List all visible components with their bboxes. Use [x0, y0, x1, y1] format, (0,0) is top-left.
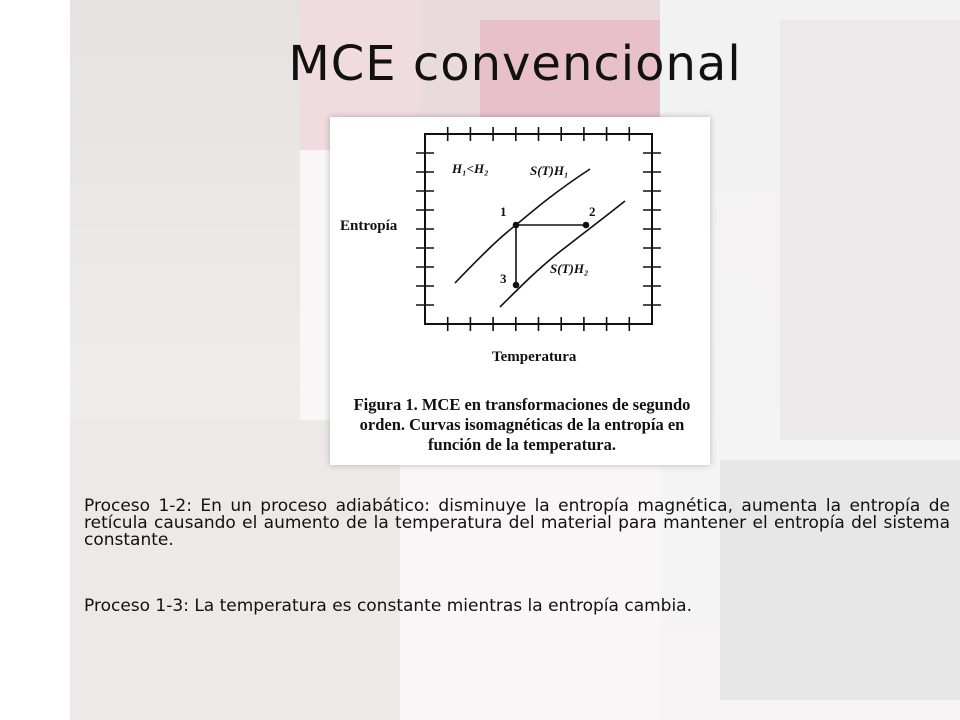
- curve-s-h1-label: S(T)H₁: [530, 163, 569, 178]
- caption-text: MCE en transformaciones de segundo orden. Curvas isomagnéticas de la entropía en función de la temperatura.: [359, 395, 691, 454]
- point-3-label: 3: [500, 271, 507, 286]
- process-1-2-description: Proceso 1-2: En un proceso adiabático: disminuye la entropía magnética, aumenta la entropía de retícula causando el aumento de la temperatura del material para mantener el entropía del sistema constante.: [84, 496, 950, 550]
- curve-s-h2-label: S(T)H₂: [550, 261, 589, 276]
- figure-caption: [342, 395, 702, 455]
- field-relation-label: H₁<H₂: [452, 161, 489, 176]
- point-3-marker: [513, 282, 520, 289]
- slide-title: MCE convencional: [288, 36, 742, 92]
- figure-panel: [330, 117, 710, 465]
- point-2-label: 2: [589, 204, 596, 219]
- curve-s-h2: [500, 201, 625, 307]
- point-1-marker: [513, 222, 520, 229]
- caption-label: Figura 1.: [353, 395, 418, 414]
- point-1-label: 1: [500, 204, 507, 219]
- point-2-marker: [583, 222, 590, 229]
- axis-ticks: [416, 127, 661, 331]
- process-1-3-description: Proceso 1-3: La temperatura es constante mientras la entropía cambia.: [84, 596, 693, 616]
- y-axis-label: Entropía: [340, 218, 398, 234]
- x-axis-label: Temperatura: [492, 349, 577, 365]
